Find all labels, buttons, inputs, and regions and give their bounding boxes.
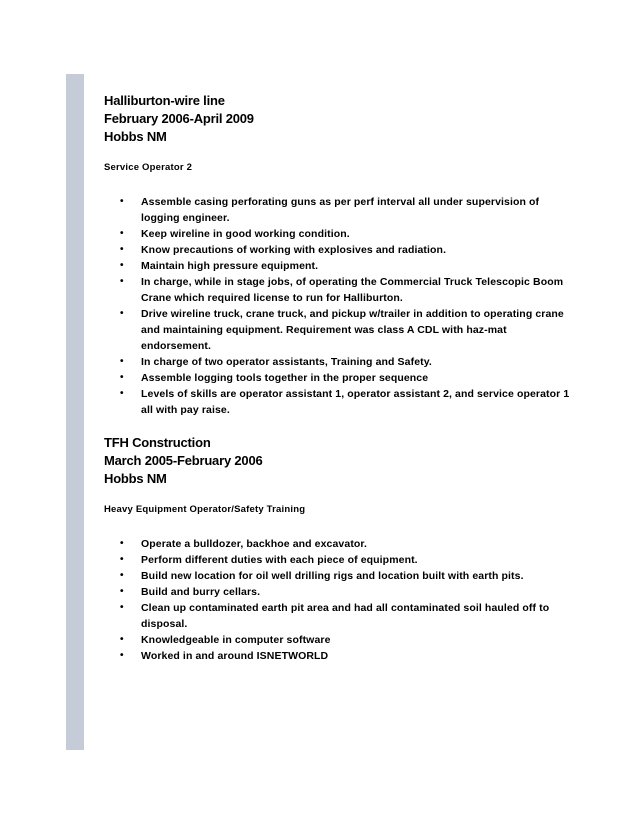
duties-list [104,194,574,418]
duty-text: Know precautions of working with explosives and radiation. [141,244,447,256]
company-name: TFH Construction [104,435,211,450]
bullet-icon: • [120,650,124,661]
list-item [104,194,574,226]
duty-text: Perform different duties with each piece of equipment. [141,554,418,566]
duty-text: In charge, while in stage jobs, of operating the Commercial Truck Telescopic Boom Crane which required license to run for Halliburton. [141,276,564,304]
bullet-icon: • [120,244,124,255]
list-item [104,648,574,664]
employment-dates: February 2006-April 2009 [104,111,254,126]
job-section-tfh-construction [104,434,574,664]
bullet-icon: • [120,570,124,581]
bullet-icon: • [120,260,124,271]
list-item [104,600,574,632]
bullet-icon: • [120,602,124,613]
list-item [104,632,574,648]
duty-text: Levels of skills are operator assistant 1, operator assistant 2, and service operator 1 all with pay raise. [141,388,570,416]
list-item [104,584,574,600]
list-item [104,226,574,242]
list-item [104,306,574,354]
bullet-icon: • [120,554,124,565]
duty-text: Maintain high pressure equipment. [141,260,319,272]
list-item [104,354,574,370]
list-item [104,568,574,584]
list-item [104,536,574,552]
left-accent-bar [66,74,84,750]
duty-text: Knowledgeable in computer software [141,634,331,646]
duty-text: Drive wireline truck, crane truck, and pickup w/trailer in addition to operating crane and maintaining equipment. Requirement was class A CDL with haz-mat endorsement. [141,308,564,352]
duty-text: Assemble logging tools together in the proper sequence [141,372,429,384]
duty-text: Clean up contaminated earth pit area and had all contaminated soil hauled off to disposal. [141,602,550,630]
duty-text: In charge of two operator assistants, Training and Safety. [141,356,432,368]
bullet-icon: • [120,634,124,645]
bullet-icon: • [120,228,124,239]
duty-text: Build and burry cellars. [141,586,261,598]
duty-text: Build new location for oil well drilling rigs and location built with earth pits. [141,570,524,582]
duty-text: Operate a bulldozer, backhoe and excavator. [141,538,368,550]
bullet-icon: • [120,538,124,549]
job-section-halliburton [104,92,574,418]
duty-text: Assemble casing perforating guns as per perf interval all under supervision of logging engineer. [141,196,540,224]
list-item [104,242,574,258]
duties-list [104,536,574,664]
bullet-icon: • [120,388,124,399]
resume-content [104,92,574,664]
list-item [104,386,574,418]
bullet-icon: • [120,308,124,319]
employment-dates: March 2005-February 2006 [104,453,263,468]
bullet-icon: • [120,372,124,383]
bullet-icon: • [120,276,124,287]
list-item [104,370,574,386]
list-item [104,274,574,306]
list-item [104,552,574,568]
duty-text: Keep wireline in good working condition. [141,228,350,240]
job-role: Heavy Equipment Operator/Safety Training [104,504,306,515]
company-name: Halliburton-wire line [104,93,225,108]
list-item [104,258,574,274]
job-role: Service Operator 2 [104,162,193,173]
duty-text: Worked in and around ISNETWORLD [141,650,329,662]
bullet-icon: • [120,356,124,367]
bullet-icon: • [120,196,124,207]
job-location: Hobbs NM [104,471,167,486]
bullet-icon: • [120,586,124,597]
job-location: Hobbs NM [104,129,167,144]
